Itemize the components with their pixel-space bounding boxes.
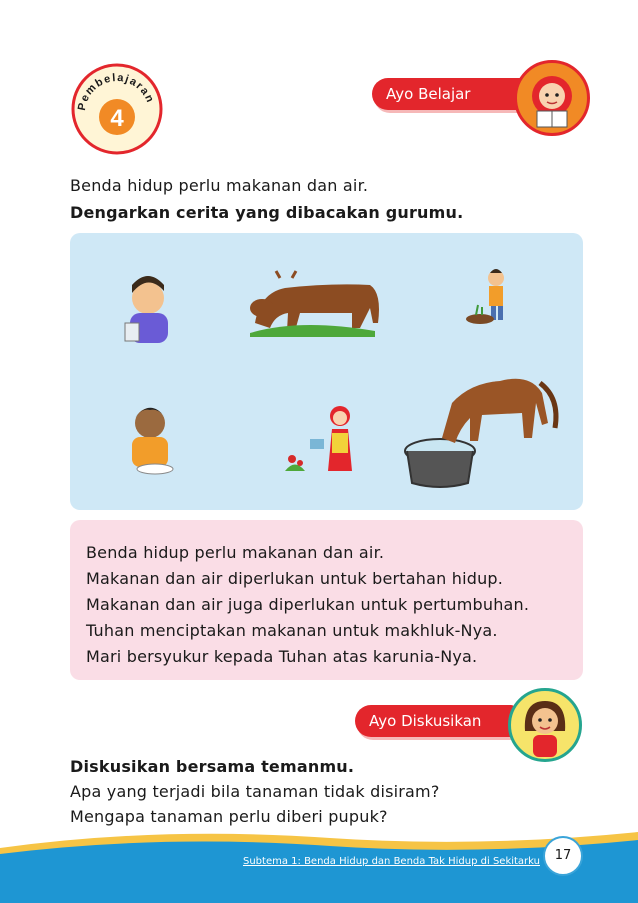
intro-line: Benda hidup perlu makanan dan air. bbox=[70, 176, 369, 195]
discussion-question: Apa yang terjadi bila tanaman tidak disiram? bbox=[70, 782, 440, 801]
discussion-heading: Diskusikan bersama temanmu. bbox=[70, 757, 355, 776]
story-line: Benda hidup perlu makanan dan air. bbox=[86, 543, 385, 562]
discussion-question: Mengapa tanaman perlu diberi pupuk? bbox=[70, 807, 388, 826]
subtheme-label: Subtema 1: Benda Hidup dan Benda Tak Hidup di Sekitarku bbox=[243, 856, 540, 867]
girl-watering-icon bbox=[285, 406, 352, 471]
illustration-panel bbox=[70, 233, 583, 510]
badge-number: 4 bbox=[110, 105, 124, 132]
story-box bbox=[70, 520, 583, 680]
cow-grazing-icon bbox=[250, 271, 379, 337]
reading-girl-icon bbox=[514, 60, 590, 136]
boy-eating-icon bbox=[132, 408, 173, 474]
boy-drinking-icon bbox=[125, 276, 168, 343]
story-line: Makanan dan air diperlukan untuk bertahan hidup. bbox=[86, 569, 504, 588]
ayo-diskusikan-tab: Ayo Diskusikan bbox=[355, 705, 515, 737]
ayo-belajar-tab: Ayo Belajar bbox=[372, 78, 532, 110]
story-line: Makanan dan air juga diperlukan untuk pertumbuhan. bbox=[86, 595, 530, 614]
intro-instruction: Dengarkan cerita yang dibacakan gurumu. bbox=[70, 203, 464, 222]
page-number: 17 bbox=[543, 836, 583, 876]
child-planting-icon bbox=[466, 269, 504, 324]
horse-drinking-icon bbox=[405, 379, 556, 487]
discussing-girl-icon bbox=[508, 688, 582, 762]
story-line: Tuhan menciptakan makanan untuk makhluk-Nya. bbox=[86, 621, 498, 640]
story-line: Mari bersyukur kepada Tuhan atas karunia-Nya. bbox=[86, 647, 478, 666]
badge-label: Pembelajaran bbox=[75, 71, 157, 112]
lesson-badge bbox=[71, 63, 163, 155]
